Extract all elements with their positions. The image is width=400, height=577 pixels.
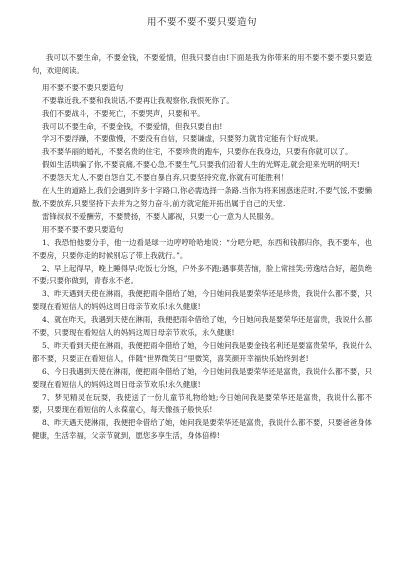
section-heading: 用不要不要不要只要造句: [42, 224, 124, 234]
paragraph: 在人生的道路上,我们会遇到许多十字路口,你必需选择一条路.当你为将来困惑迷茫时,不要气馁,不要懒散,不要放弃,只要坚持下去并为之努力奋斗,前方就定能开拓出属于自己的天堂.: [32, 186, 372, 208]
paragraph: 学习不要浮躁，不要傲慢，不要没有自信，只要谦虚，只要努力就肯定能有个好成果。: [42, 134, 323, 144]
paragraph: 我们不要战斗，不要死亡，不要哭声，只要和平。: [42, 108, 205, 118]
list-item: 7、梦见精灵在玩耍，我使送了一份儿童节礼物给她;今日她问我是要荣华还是富贵，我说什么都不要，只要现在看短信的人永葆童心，每天像孩子般快乐!: [32, 392, 372, 415]
list-item: 1、我恐怕他要分手，他一边看是球一边哼哼哈哈地说：“分吧分吧，东西和钱都归你，我不要车，也不要房，只要你走的时候别忘了带上我就行。”。: [32, 237, 372, 260]
paragraph: 不要靠近我,不要和我说话,不要再让我观察你,我恨死你了。: [42, 95, 234, 105]
list-item: 5、昨天看到天使在淋雨，我便把雨伞借给了她，今日她问我是要金钱名利还是要富贵荣华，我说什么都不要，只要正在看短信人，伴随“世界微笑日”里微笑，喜笑颜开幸福快乐始终到老!: [32, 340, 372, 363]
list-item: 2、早上起得早，晚上睡得早;吃饭七分饱，户外多不跑;遇事莫苦恼，脸上常挂笑;劳逸结合好，超负绝不要;只要你做到，青春永不老。: [32, 263, 372, 286]
list-item: 8、昨天遇天使淋雨，我便把伞借给了她，她问我是要荣华还是富贵，我说什么都不要，只要爸爸身体健康，生活幸福，父亲节就到，愿您多享生活，身体倍棒!: [32, 418, 372, 441]
list-item: 6、今日我遇到天使在淋雨，便把雨伞借给了她，今日她问我是要荣华还是富贵，我说什么都不要，只要现在看短信人的妈妈这周日母亲节欢乐!永久健康!: [32, 366, 372, 389]
document-title: 用不要不要不要只要造句: [146, 17, 257, 28]
paragraph: 我可以不要生命，不要金钱，不要爱情，但我只要自由!: [42, 121, 223, 131]
list-item: 3、昨天遇到天使在淋雨，我便把雨伞借给了她，今日她问我是要荣华还是珍贵，我说什么都不要，只要现在看短信人的妈妈这周日母亲节欢乐!永久健康!: [32, 289, 372, 312]
paragraph: 不要怨天尤人,不要自怨自艾,不要自暴自弃,只要坚持究竟,你就有可能胜利！: [42, 173, 288, 183]
list-item: 4、就在昨天，我遇到天使在淋雨，我便把雨伞借给了她，今日她问我是要荣华还是富贵，我说什么都不要，只要现在看短信人的妈妈这周日母亲节欢乐，永久健康!: [32, 315, 372, 338]
section-heading: 用不要不要不要只要造句: [42, 82, 124, 92]
paragraph: 我不要华丽的婚礼，不要名贵的住宅，不要珍贵的跑车，只要你在我身边，只要有你就可以了。: [42, 147, 353, 157]
intro-paragraph: 我可以不要生命，不要金钱，不要爱情，但我只要自由!下面是我为你带来的用不要不要不要只要造句，欢迎阅读。: [32, 53, 372, 75]
paragraph: 假如生活哄骗了你,不要哀痛,不要心急,不要生气,只要我们沿着人生的光辉走,就会迎来光明的明天!: [42, 160, 360, 170]
paragraph: 雷锋叔叔不爱酬劳，不要赞扬，不要人鄙视，只要一心一意为人民服务。: [42, 211, 279, 221]
